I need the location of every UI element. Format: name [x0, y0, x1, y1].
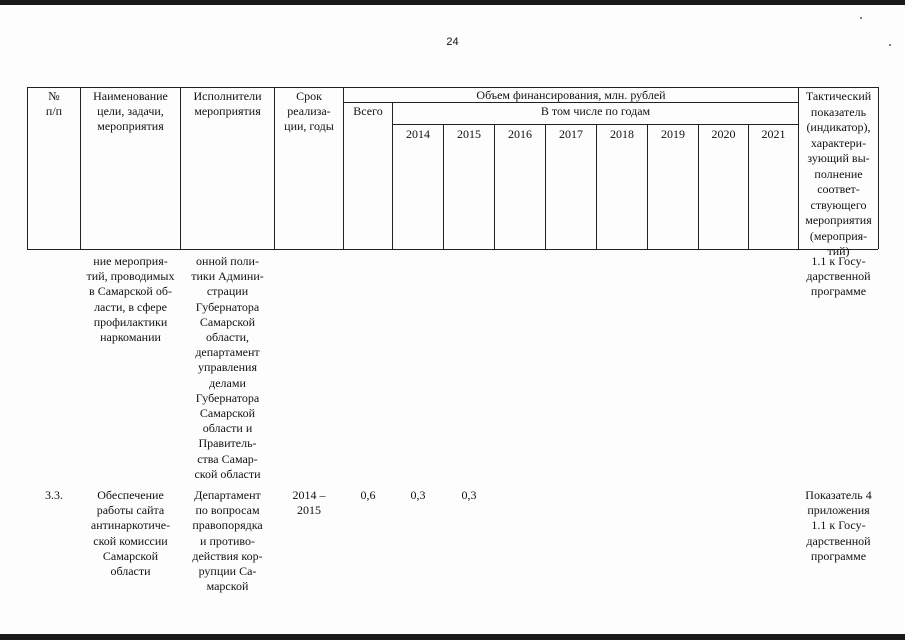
continued-row-executors: онной поли- тики Админи- страции Губернатора Самарской области, департамент управления делами Губернатора Самарской области и Правитель- ства Самар- ской области [191, 254, 264, 481]
header-number: № п/п [45, 89, 63, 118]
row-2014: 0,3 [410, 488, 426, 502]
header-year: 2014 [406, 127, 430, 141]
row-indicator: Показатель 4 приложения 1.1 к Госу- дарственной программе [805, 488, 872, 563]
row-term: 2014 – 2015 [292, 488, 326, 518]
row-number: 3.3. [45, 488, 63, 502]
grid-line [27, 249, 878, 250]
grid-line [596, 124, 597, 249]
grid-line [878, 87, 879, 249]
row-total: 0,6 [360, 488, 376, 502]
header-total: Всего [353, 104, 383, 118]
grid-line [392, 102, 393, 249]
grid-line [494, 124, 495, 249]
header-year: 2016 [508, 127, 532, 141]
row-name: Обеспечение работы сайта антинаркотиче- ской комиссии Самарской области [90, 488, 171, 579]
grid-line [392, 124, 798, 125]
header-financing: Объем финансирования, млн. рублей [476, 88, 666, 102]
header-year: 2017 [559, 127, 583, 141]
header-term: Срок реализа- ции, годы [284, 89, 334, 133]
row-2015: 0,3 [461, 488, 477, 502]
grid-line [647, 124, 648, 249]
header-year: 2020 [711, 127, 736, 141]
grid-line [748, 124, 749, 249]
header-executors: Исполнители мероприятия [193, 89, 262, 118]
row-executors: Департамент по вопросам правопорядка и противо- действия кор- рупции Са- марской [192, 488, 263, 594]
header-name: Наименование цели, задачи, мероприятия [93, 89, 168, 133]
header-by-years: В том числе по годам [540, 104, 651, 118]
header-indicator: Тактический показатель (индикатор), характери- зующий вы- полнение соответ- ствующего мероприятия (мероприя- тий) [805, 89, 872, 258]
continued-row-name: ние мероприя- тий, проводимых в Самарской об- ласти, в сфере профилактики наркомании [86, 254, 175, 345]
grid-line [545, 124, 546, 249]
header-year: 2015 [457, 127, 481, 141]
continued-row-indicator: 1.1 к Госу- дарственной программе [806, 254, 871, 299]
header-year: 2021 [761, 127, 786, 141]
grid-line [698, 124, 699, 249]
header-year: 2019 [661, 127, 685, 141]
grid-line [443, 124, 444, 249]
header-year: 2018 [610, 127, 634, 141]
page-number: 24 [446, 36, 459, 48]
